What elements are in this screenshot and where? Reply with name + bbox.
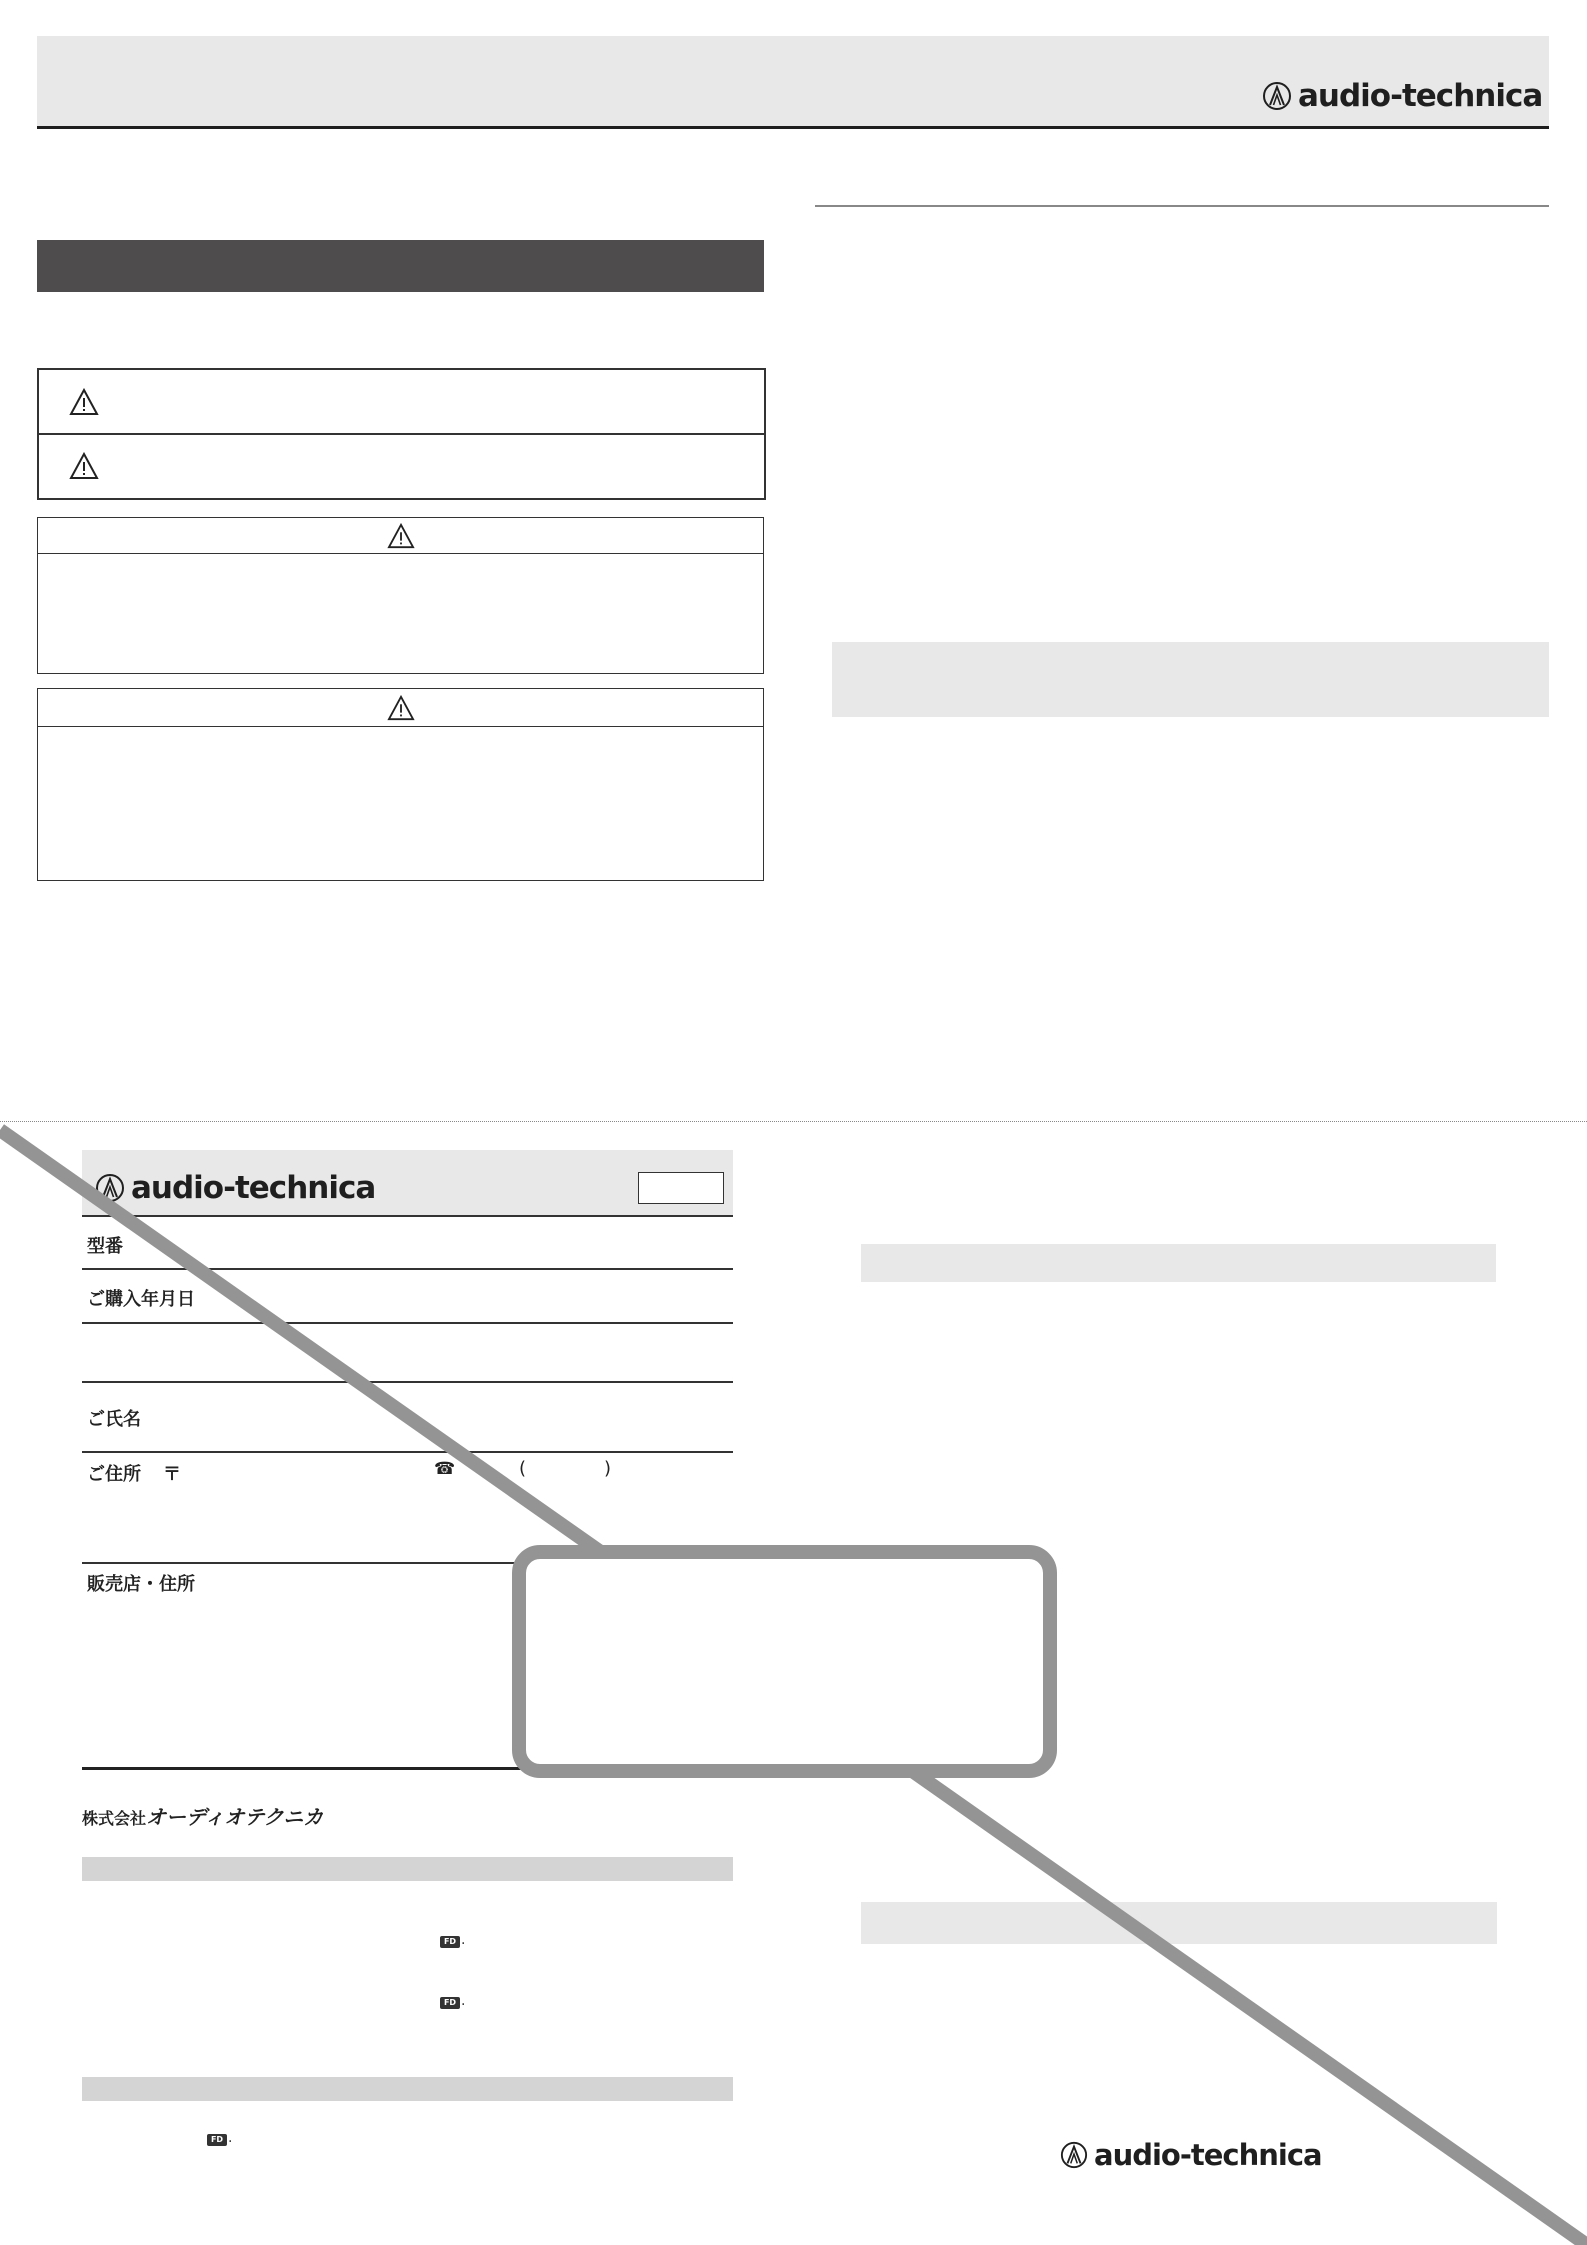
field-name-label: ご氏名 (87, 1409, 141, 1430)
freedial-icon: FD . (440, 1929, 465, 1948)
field-dealer-label: 販売店・住所 (87, 1574, 195, 1595)
field-model-label: 型番 (87, 1236, 123, 1257)
brand-logo-text: audio-technica (131, 1170, 376, 1206)
phone-icon: ☎ (434, 1459, 456, 1479)
postal-mark: 〒 (163, 1464, 181, 1485)
phone-paren-open: ( (519, 1458, 527, 1479)
company-name-text: オーディオテクニカ (146, 1805, 324, 1829)
dealer-stamp-box (512, 1545, 1057, 1778)
brand-logo-text: audio-technica (1298, 78, 1543, 114)
company-prefix: 株式会社 (82, 1809, 147, 1828)
field-purchase-date-label: ご購入年月日 (87, 1289, 195, 1310)
brand-logo-text: audio-technica (1094, 2138, 1322, 2172)
brand-logo-bottom (1060, 2138, 1322, 2172)
freedial-icon: FD . (440, 1990, 465, 2009)
field-address-label: ご住所 (87, 1464, 141, 1485)
phone-paren-close: ) (604, 1458, 612, 1479)
brand-mark-icon (1060, 2141, 1088, 2169)
freedial-icon: FD . (207, 2127, 232, 2146)
